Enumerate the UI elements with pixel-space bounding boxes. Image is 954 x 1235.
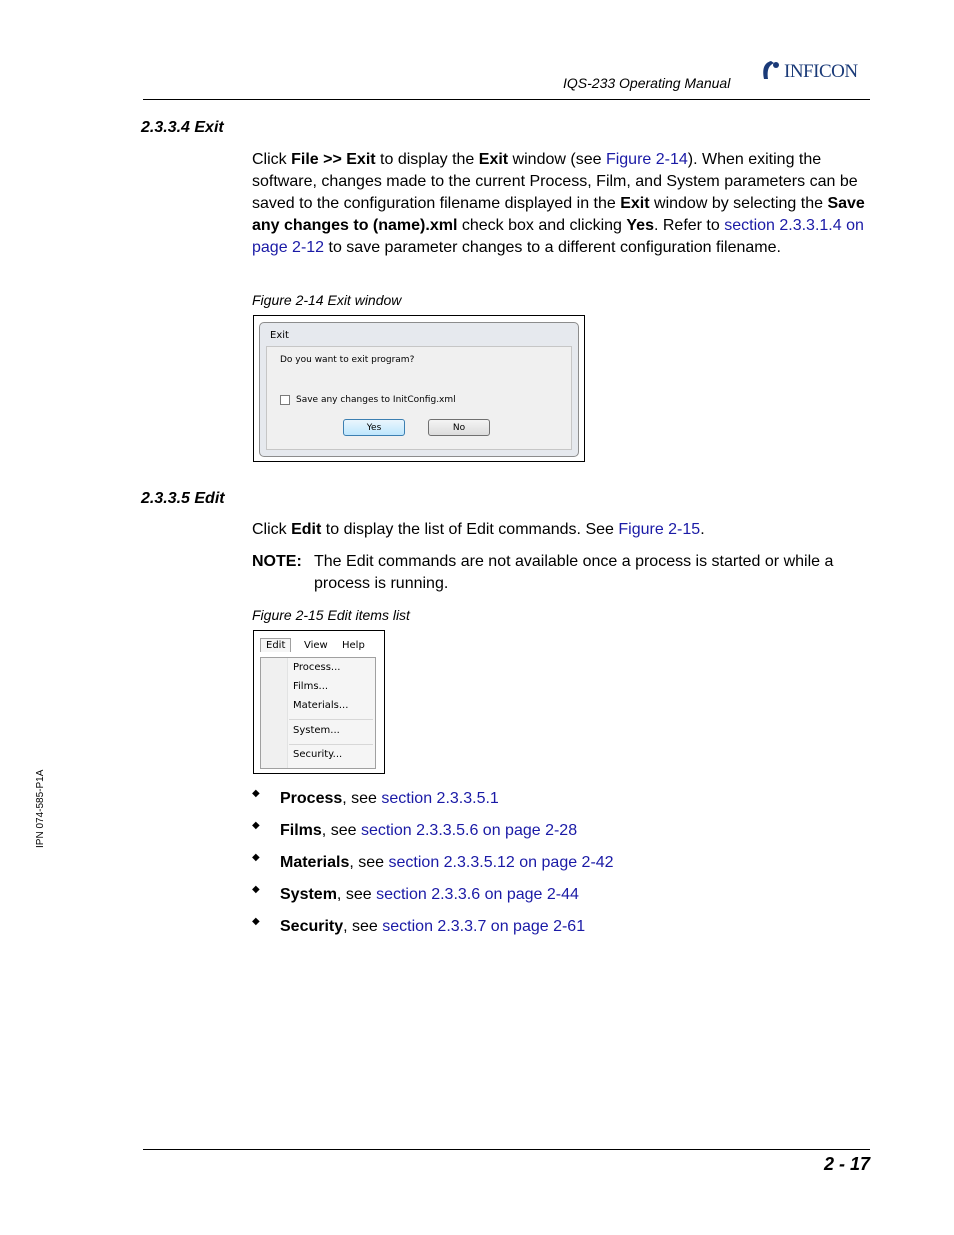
inficon-logo bbox=[760, 59, 872, 85]
bullet-separator: , see bbox=[343, 918, 383, 935]
bullet-term: Process bbox=[280, 790, 343, 807]
cross-reference-link[interactable]: section 2.3.3.6 on page 2-44 bbox=[376, 886, 579, 903]
bullet-term: Security bbox=[280, 918, 344, 935]
bullet-item bbox=[252, 918, 585, 936]
bullet-text bbox=[280, 790, 499, 807]
footer-rule bbox=[143, 1149, 870, 1150]
dialog-body bbox=[266, 346, 572, 450]
edit-menu-figure bbox=[253, 630, 385, 774]
bold-term: Exit bbox=[478, 151, 509, 168]
figure-caption-2-15: Figure 2-15 Edit items list bbox=[252, 607, 410, 623]
exit-window-figure bbox=[253, 315, 585, 462]
cross-reference-link[interactable]: Figure 2-15 bbox=[618, 521, 701, 538]
bullet-separator: , see bbox=[336, 886, 377, 903]
manual-title: IQS-233 Operating Manual bbox=[563, 75, 731, 91]
no-button[interactable]: No bbox=[428, 419, 490, 436]
text-run: Click bbox=[252, 521, 292, 538]
bullet-item bbox=[252, 854, 614, 872]
figure-caption-2-14: Figure 2-14 Exit window bbox=[252, 292, 402, 308]
logo-mark-icon bbox=[760, 59, 782, 83]
menu-item-security[interactable]: Security... bbox=[293, 749, 343, 760]
cross-reference-link[interactable]: Figure 2-14 bbox=[605, 151, 688, 168]
bullet-term: Films bbox=[280, 822, 322, 839]
exit-question: Do you want to exit program? bbox=[280, 355, 415, 365]
menu-item-process[interactable]: Process... bbox=[293, 662, 341, 673]
header-rule bbox=[143, 99, 870, 100]
edit-dropdown bbox=[260, 657, 376, 769]
logo-text: INFICON bbox=[784, 61, 858, 82]
text-run: . Refer to bbox=[653, 217, 725, 234]
bold-term: Save any changes to (name).xml bbox=[252, 195, 865, 234]
edit-paragraph-text bbox=[252, 519, 872, 541]
cross-reference-link[interactable]: section 2.3.3.5.12 on page 2-42 bbox=[388, 854, 614, 871]
bullet-separator: , see bbox=[321, 822, 361, 839]
exit-paragraph-text bbox=[252, 149, 872, 259]
text-run: . bbox=[700, 521, 705, 538]
bold-term: Yes bbox=[626, 217, 654, 234]
bold-term: Exit bbox=[620, 195, 650, 212]
menu-item-materials[interactable]: Materials... bbox=[293, 700, 349, 711]
menu-view[interactable]: View bbox=[304, 640, 328, 651]
text-run: to display the bbox=[375, 151, 479, 168]
bullet-item bbox=[252, 790, 499, 808]
menu-edit[interactable]: Edit bbox=[260, 638, 291, 652]
section-heading-exit: 2.3.3.4 Exit bbox=[141, 119, 224, 136]
bullet-separator: , see bbox=[342, 790, 382, 807]
bullet-text bbox=[280, 918, 585, 935]
bullet-item bbox=[252, 822, 577, 840]
text-run: ). When exiting the software, changes made to the current Process, Film, and System parameters can be saved to the configuration filename displayed in the bbox=[252, 151, 858, 212]
exit-paragraph bbox=[252, 149, 872, 259]
menu-item-films[interactable]: Films... bbox=[293, 681, 329, 692]
bullet-term: System bbox=[280, 886, 337, 903]
exit-dialog bbox=[259, 322, 579, 457]
text-run: Click bbox=[252, 151, 292, 168]
edit-paragraph bbox=[252, 519, 872, 541]
diamond-bullet-icon: ◆ bbox=[252, 884, 260, 895]
ipn-side-text: IPN 074-585-P1A bbox=[35, 769, 46, 848]
bullet-text bbox=[280, 822, 577, 839]
bullet-text bbox=[280, 886, 579, 903]
yes-button[interactable]: Yes bbox=[343, 419, 405, 436]
menu-help[interactable]: Help bbox=[342, 640, 365, 651]
cross-reference-link[interactable]: section 2.3.3.7 on page 2-61 bbox=[382, 918, 586, 935]
page-number: 2 - 17 bbox=[823, 1154, 870, 1174]
text-run: window (see bbox=[508, 151, 606, 168]
diamond-bullet-icon: ◆ bbox=[252, 820, 260, 831]
text-run: check box and clicking bbox=[457, 217, 627, 234]
text-run: to save parameter changes to a different configuration filename. bbox=[324, 239, 781, 256]
section-heading-edit: 2.3.3.5 Edit bbox=[141, 490, 225, 507]
menu-separator bbox=[289, 744, 373, 745]
diamond-bullet-icon: ◆ bbox=[252, 916, 260, 927]
bold-term: File >> Exit bbox=[291, 151, 376, 168]
text-run: to display the list of Edit commands. See bbox=[321, 521, 619, 538]
menu-item-system[interactable]: System... bbox=[293, 725, 340, 736]
note-label: NOTE: bbox=[252, 553, 302, 570]
dialog-title: Exit bbox=[270, 330, 289, 341]
save-changes-label[interactable]: Save any changes to InitConfig.xml bbox=[296, 395, 456, 405]
bullet-separator: , see bbox=[349, 854, 389, 871]
note-text: The Edit commands are not available once a process is started or while a process is running. bbox=[314, 553, 834, 592]
bullet-item bbox=[252, 886, 579, 904]
cross-reference-link[interactable]: section 2.3.3.5.6 on page 2-28 bbox=[360, 822, 578, 839]
menu-separator bbox=[289, 719, 373, 720]
bullet-term: Materials bbox=[280, 854, 350, 871]
bold-term: Edit bbox=[291, 521, 322, 538]
menu-gutter bbox=[261, 658, 288, 768]
note-block bbox=[252, 551, 872, 595]
cross-reference-link[interactable]: section 2.3.3.1.4 on page 2-12 bbox=[252, 217, 864, 256]
cross-reference-link[interactable]: section 2.3.3.5.1 bbox=[381, 790, 499, 807]
text-run: window by selecting the bbox=[649, 195, 828, 212]
save-changes-checkbox[interactable] bbox=[280, 395, 290, 405]
bullet-text bbox=[280, 854, 614, 871]
diamond-bullet-icon: ◆ bbox=[252, 788, 260, 799]
diamond-bullet-icon: ◆ bbox=[252, 852, 260, 863]
